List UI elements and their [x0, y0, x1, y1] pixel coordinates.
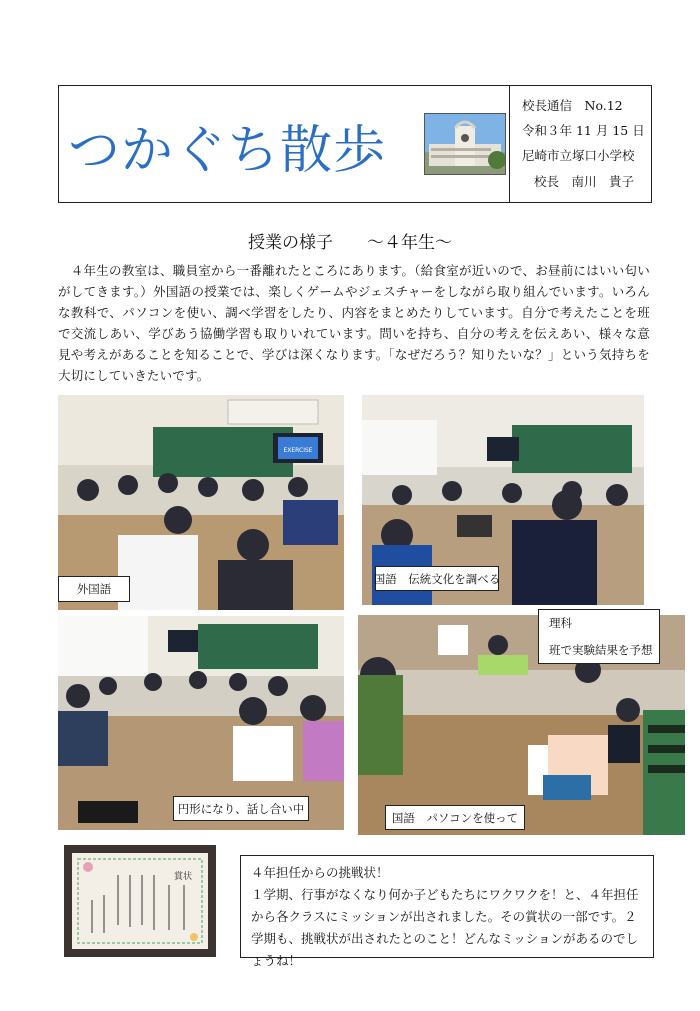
school-building-photo: [424, 113, 506, 175]
certificate-heading: 賞状: [174, 872, 193, 882]
bulletin-number: 校長通信 No.12: [522, 98, 623, 113]
caption-english: 外国語: [58, 576, 130, 602]
caption-pc: 国語 パソコンを使って: [385, 805, 525, 830]
issue-date: 令和３年 11 月 15 日: [522, 123, 645, 138]
caption-science-title: 理科: [549, 616, 572, 631]
certificate-photo: [64, 845, 216, 957]
caption-circle: 円形になり、話し合い中: [173, 796, 309, 821]
info-box: [510, 85, 652, 203]
article-body: ４年生の教室は、職員室から一番離れたところにあります。（給食室が近いので、お昼前にはいい匂いがしてきます。）外国語の授業では、楽しくゲームやジェスチャーをしながら取り組んでいます。いろんな教科で、パソコンを使い、調べ学習をしたり、内容をまとめたりしています。自分で考えたことを班で交流しあい、学びあう協働学習も取りいれています。問いを持ち、自分の考えを伝えあい、様々な意見や考えがあることを知ることで、学びは深くなります。「なぜだろう？知りたいな？」という気持ちを大切にしていきたいです。: [58, 263, 650, 383]
caption-tradition: 国語 伝統文化を調べる: [375, 566, 499, 591]
tv-screen-text: EXERCISE: [283, 447, 313, 454]
challenge-body: １学期、行事がなくなり何か子どもたちにワクワクを！と、４年担任から各クラスにミッションが出されました。その賞状の一部です。２学期も、挑戦状が出されたとのこと！どんなミッションがあるのでしょうね！: [251, 887, 639, 968]
school-name: 尼崎市立塚口小学校: [522, 148, 635, 163]
challenge-title: ４年担任からの挑戦状！: [251, 865, 389, 880]
principal-name: 校長 南川 貴子: [534, 174, 635, 189]
caption-science-box: [538, 609, 660, 664]
article-headline: 授業の様子 ～４年生～: [248, 233, 452, 253]
newsletter-title: つかぐち散歩: [68, 121, 387, 181]
challenge-notice: [240, 855, 654, 968]
caption-science-sub: 班で実験結果を予想: [549, 642, 653, 657]
